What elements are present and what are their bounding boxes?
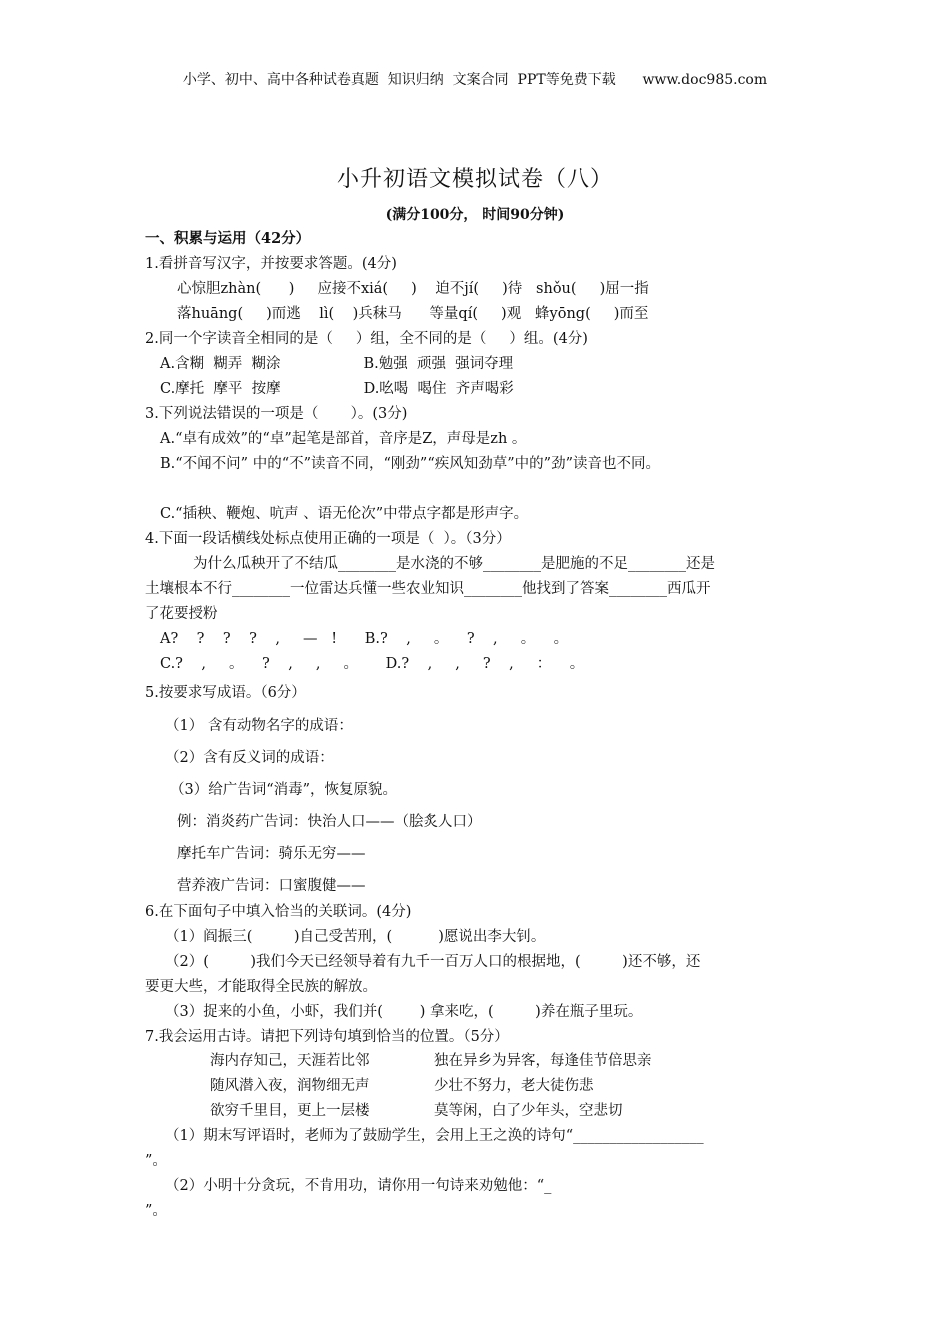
question-1-row-2: 落huāng( )而逃 lì( )兵秣马 等量qí( )观 蜂yōng( )而至 [177, 306, 649, 322]
poem-row-1: 海内存知己，天涯若比邻 独在异乡为异客，每逢佳节倍思亲 [210, 1053, 652, 1069]
question-7-item-2: （2）小明十分贪玩，不肯用功，请你用一句诗来劝勉他：“_ [165, 1178, 552, 1194]
question-1-prompt: 1.看拼音写汉字，并按要求答题。(4分) [145, 256, 397, 272]
question-2-options-ab: A.含糊 糊弄 糊涂 B.勉强 顽强 强词夺理 [160, 356, 514, 372]
question-3-prompt: 3.下列说法错误的一项是（ ）。(3分) [145, 406, 408, 422]
question-2-options-cd: C.摩托 摩平 按摩 D.吆喝 喝住 齐声喝彩 [160, 381, 514, 397]
question-5-ad-2: 营养液广告词：口蜜腹健—— [177, 878, 366, 894]
question-5-item-3: （3）给广告词“消毒”，恢复原貌。 [170, 782, 398, 798]
question-5-item-2: （2）含有反义词的成语： [165, 750, 334, 766]
question-4-passage-3: 了花要授粉 [145, 606, 218, 622]
question-4-passage-1: 为什么瓜秧开了不结瓜________是水浇的不够________是肥施的不足________还是 [193, 556, 715, 572]
question-6-item-3: （3）捉来的小鱼，小虾，我们并( ) 拿来吃，( )养在瓶子里玩。 [165, 1004, 643, 1020]
question-7-item-1: （1）期末写评语时，老师为了鼓励学生，会用上王之涣的诗句“__________________ [165, 1128, 704, 1144]
question-4-options-ab: A? ? ? ? , — ! B.? , 。 ? , 。 。 [160, 631, 569, 647]
question-7-prompt: 7.我会运用古诗。请把下列诗句填到恰当的位置。（5分） [145, 1029, 509, 1045]
question-4-prompt: 4.下面一段话横线处标点使用正确的一项是（ ）。（3分） [145, 531, 511, 547]
question-6-item-2-cont: 要更大些，才能取得全民族的解放。 [145, 979, 377, 995]
question-1-row-1: 心惊胆zhàn( ) 应接不xiá( ) 迫不jí( )待 shǒu( )屈一指 [177, 281, 649, 297]
poem-row-3: 欲穷千里目，更上一层楼 莫等闲，白了少年头，空悲切 [210, 1103, 623, 1119]
page-subtitle: (满分100分， 时间90分钟) [385, 207, 565, 223]
question-7-item-2-end: ”。 [145, 1203, 167, 1219]
section-heading: 一、积累与运用（42分） [145, 230, 311, 247]
question-5-example: 例：消炎药广告词：快治人口——（脍炙人口） [177, 814, 482, 830]
question-6-prompt: 6.在下面句子中填入恰当的关联词。(4分) [145, 904, 412, 920]
question-4-options-cd: C.? , 。 ? , , 。 D.? , , ? , ： 。 [160, 656, 585, 672]
question-5-item-1: （1） 含有动物名字的成语： [165, 718, 353, 734]
question-2-prompt: 2.同一个字读音全相同的是（ ）组，全不同的是（ ）组。(4分) [145, 331, 588, 347]
page-title: 小升初语文模拟试卷（八） [336, 167, 613, 192]
question-7-item-1-end: ”。 [145, 1153, 167, 1169]
question-5-prompt: 5.按要求写成语。（6分） [145, 685, 306, 701]
site-header: 小学、初中、高中各种试卷真题 知识归纳 文案合同 PPT等免费下载 www.doc985.com [182, 72, 768, 88]
question-5-ad-1: 摩托车广告词：骑乐无穷—— [177, 846, 366, 862]
question-4-passage-2: 土壤根本不行________一位雷达兵懂一些农业知识________他找到了答案________西瓜开 [145, 581, 711, 597]
question-3-option-b: B.“不闻不问” 中的“不”读音不同，“刚劲”“疾风知劲草”中的”劲”读音也不同。 [160, 456, 660, 472]
question-3-option-a: A.“卓有成效”的“卓”起笔是部首，音序是Z，声母是zh 。 [160, 431, 527, 447]
poem-row-2: 随风潜入夜，润物细无声 少壮不努力，老大徒伤悲 [210, 1078, 594, 1094]
question-6-item-2: （2）( )我们今天已经领导着有九千一百万人口的根据地，( )还不够，还 [165, 954, 701, 970]
question-6-item-1: （1）阎振三( )自己受苦刑，( )愿说出李大钊。 [165, 929, 546, 945]
question-3-option-c: C.“插秧、鞭炮、吭声 、语无伦次”中带点字都是形声字。 [160, 506, 529, 522]
